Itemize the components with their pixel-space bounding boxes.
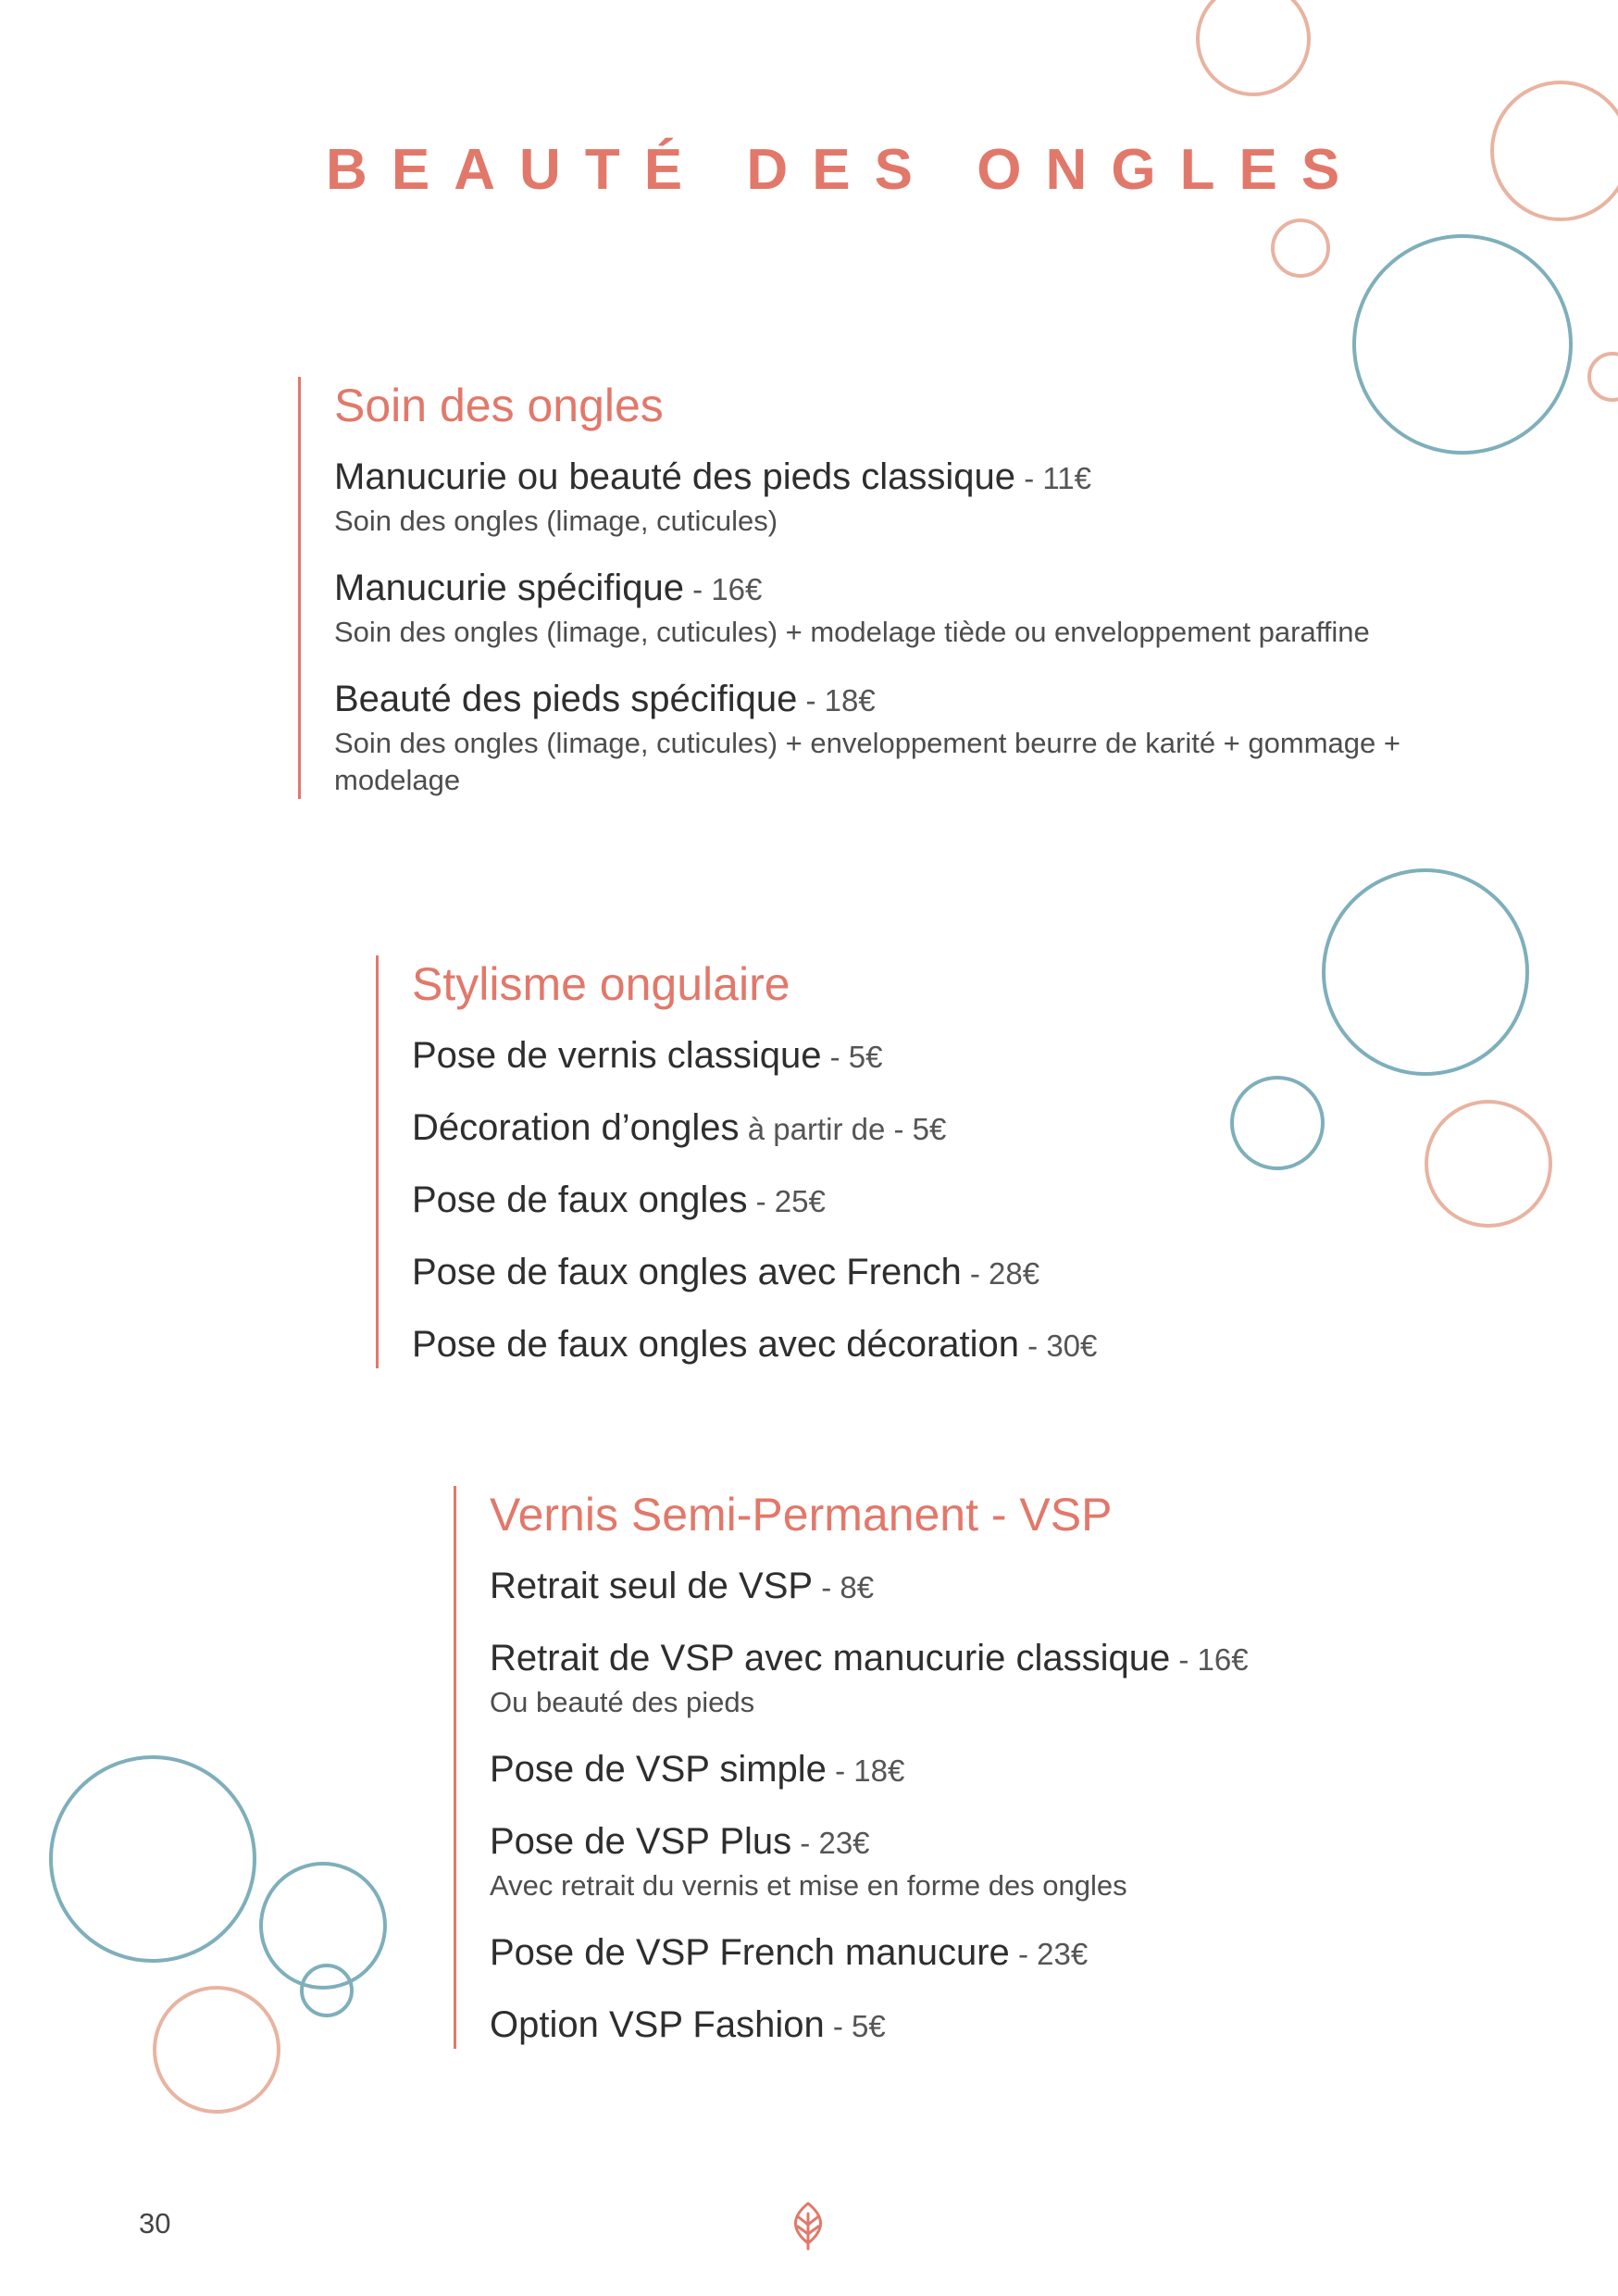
service-name: Pose de VSP French manucure [490, 1932, 1010, 1973]
service-name: Pose de vernis classique [412, 1035, 822, 1076]
list-item [490, 1930, 1415, 1977]
service-name: Pose de VSP simple [490, 1749, 827, 1790]
service-name: Beauté des pieds spécifique [334, 679, 798, 719]
decor-circle [261, 1864, 385, 1988]
list-item [334, 677, 1408, 799]
decor-circle [51, 1757, 255, 1961]
decor-circle [1324, 870, 1527, 1074]
decor-circle [1426, 1102, 1550, 1226]
service-price: - 18€ [826, 1753, 905, 1788]
service-price: - 16€ [684, 572, 763, 606]
service-price: à partir de - 5€ [739, 1112, 947, 1146]
page-number: 30 [139, 2207, 171, 2240]
section-soin-des-ongles [298, 377, 1408, 799]
service-price: - 16€ [1170, 1642, 1249, 1677]
decor-circle [1589, 354, 1618, 400]
service-description: Soin des ongles (limage, cuticules) + enveloppement beurre de karité + gommage + modelage [334, 727, 1400, 796]
service-description: Soin des ongles (limage, cuticules) [334, 505, 778, 537]
service-price: - 30€ [1019, 1329, 1098, 1363]
decor-circle [1198, 0, 1309, 94]
service-name: Manucurie ou beauté des pieds classique [334, 456, 1016, 497]
service-description: Soin des ongles (limage, cuticules) + modelage tiède ou enveloppement paraffine [334, 616, 1370, 648]
section-vernis-semi-permanent [454, 1486, 1415, 2049]
service-price: - 25€ [747, 1184, 826, 1218]
list-item [490, 1636, 1415, 1721]
list-item [490, 1819, 1415, 1904]
service-name: Manucurie spécifique [334, 568, 684, 608]
list-item [490, 2003, 1415, 2049]
service-name: Pose de faux ongles [412, 1179, 748, 1220]
service-price: - 23€ [791, 1826, 870, 1860]
section-title: Vernis Semi-Permanent - VSP [490, 1489, 1113, 1541]
list-item [490, 1564, 1415, 1610]
service-description: Avec retrait du vernis et mise en forme des ongles [490, 1869, 1127, 1902]
service-price: - 11€ [1015, 461, 1091, 495]
service-price: - 18€ [797, 683, 876, 718]
service-name: Retrait de VSP avec manucurie classique [490, 1638, 1171, 1678]
list-item [412, 1178, 1338, 1224]
list-item [412, 1250, 1338, 1296]
service-name: Pose de faux ongles avec décoration [412, 1324, 1019, 1365]
section-stylisme-ongulaire [376, 955, 1338, 1368]
list-item [334, 455, 1408, 540]
service-description: Ou beauté des pieds [490, 1686, 755, 1718]
decor-circle [1492, 82, 1618, 219]
list-item [412, 1033, 1338, 1079]
service-name: Pose de faux ongles avec French [412, 1252, 962, 1292]
service-name: Décoration d’ongles [412, 1107, 740, 1148]
leaf-icon [786, 2201, 830, 2251]
decor-circle [1273, 220, 1328, 276]
page-title: BEAUTÉ DES ONGLES [326, 138, 1364, 202]
list-item [334, 566, 1408, 651]
service-price: - 5€ [821, 1040, 883, 1074]
list-item [490, 1747, 1415, 1793]
section-title: Soin des ongles [334, 380, 664, 431]
section-title: Stylisme ongulaire [412, 958, 790, 1010]
service-name: Option VSP Fashion [490, 2004, 825, 2045]
service-price: - 28€ [961, 1256, 1040, 1291]
service-price: - 5€ [824, 2009, 886, 2043]
service-price: - 23€ [1009, 1937, 1089, 1971]
list-item [412, 1322, 1338, 1368]
decor-circle [302, 1965, 352, 2015]
service-name: Pose de VSP Plus [490, 1821, 792, 1862]
decor-circle [155, 1988, 279, 2112]
service-name: Retrait seul de VSP [490, 1566, 814, 1606]
list-item [412, 1105, 1338, 1152]
service-price: - 8€ [813, 1570, 875, 1604]
